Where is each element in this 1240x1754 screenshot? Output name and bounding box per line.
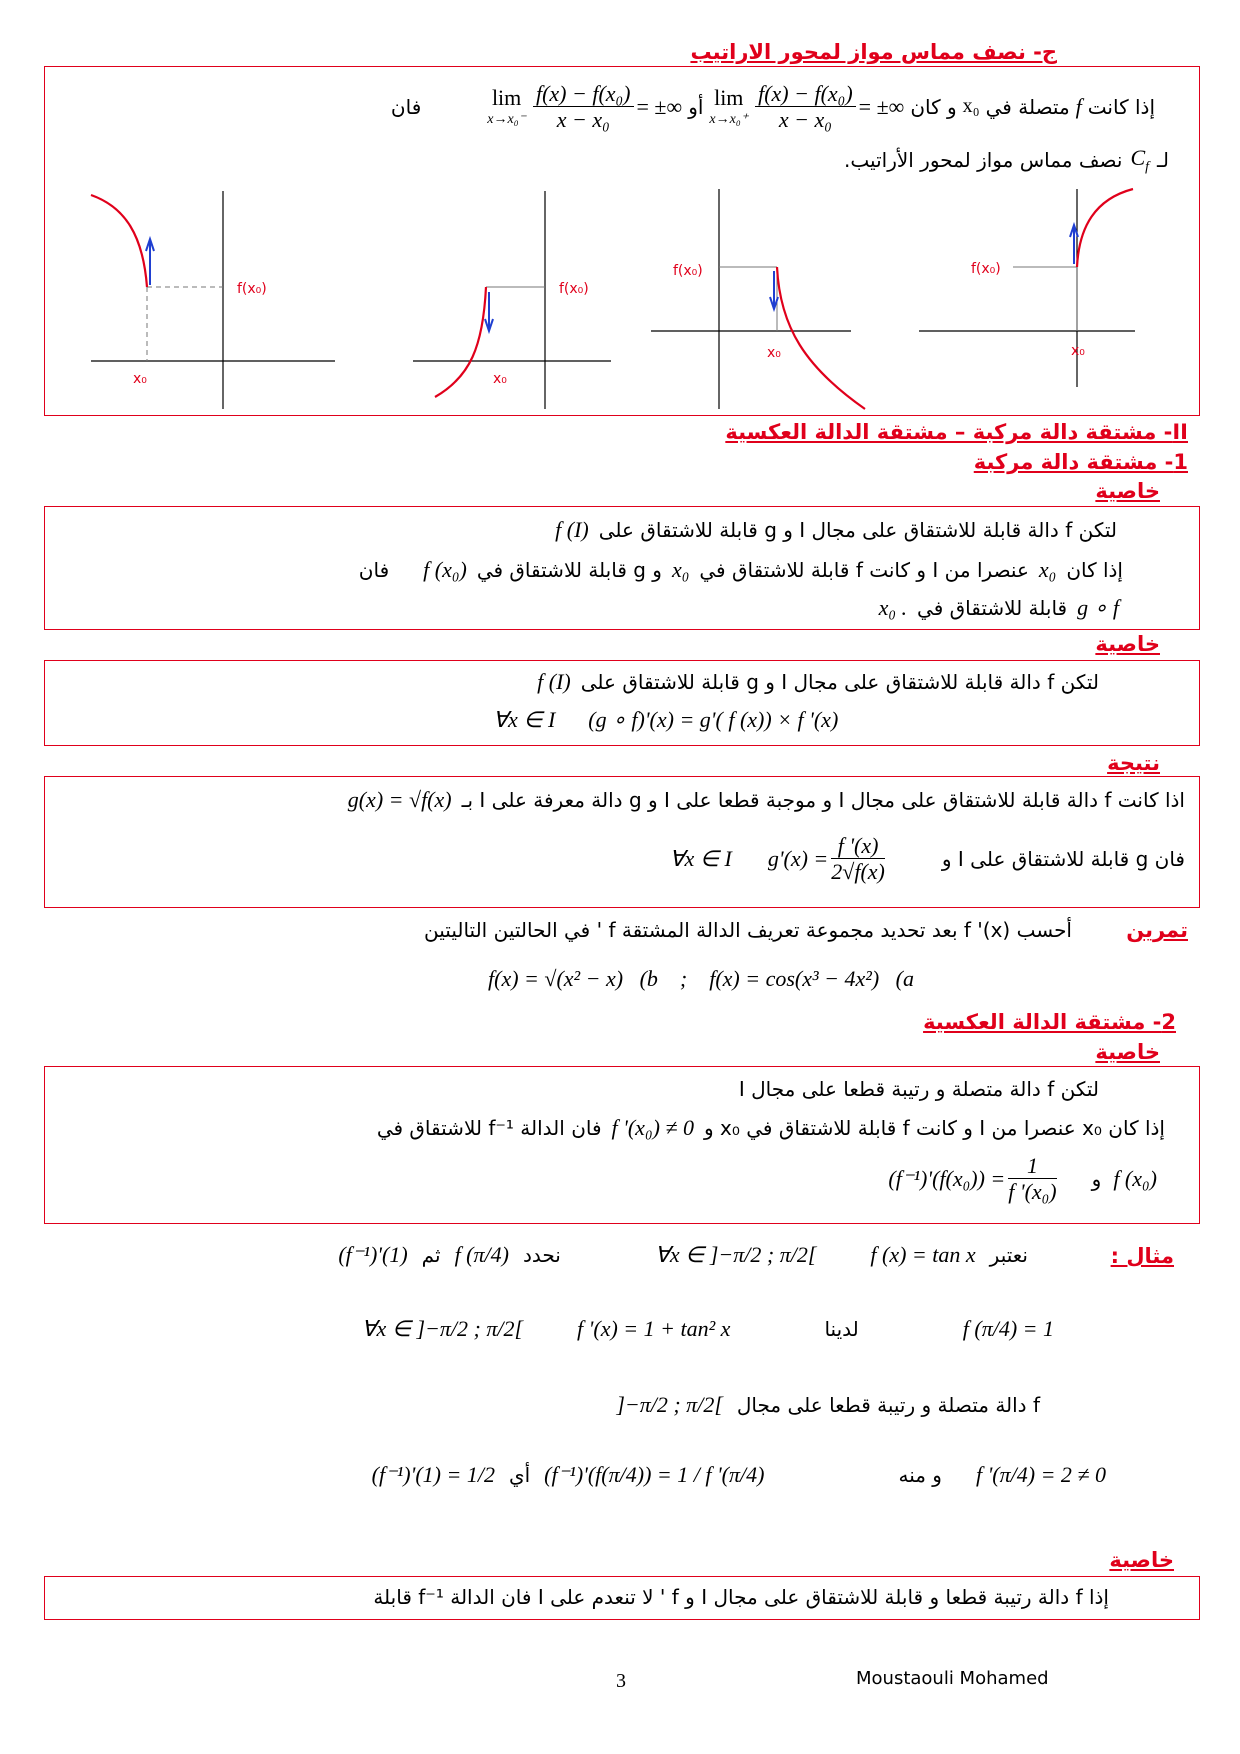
box5-line2-math: f '(x₀) ≠ 0: [611, 1115, 694, 1140]
graph-b: [413, 191, 611, 409]
box1-line2-post: نصف مماس مواز لمحور الأراتيب.: [844, 148, 1123, 173]
property-heading-1: خاصية: [1095, 479, 1160, 503]
box1-f: f: [1075, 93, 1082, 119]
box2-line1-text: لتكن f دالة قابلة للاشتقاق على مجال I و g قابلة للاشتقاق على: [598, 518, 1117, 542]
box1-and: و كان: [910, 94, 957, 119]
property-heading-3: خاصية: [1095, 1040, 1160, 1064]
ex-we-have: لدينا: [824, 1317, 859, 1341]
box2-line2-mid: عنصرا من I و كانت f قابلة للاشتقاق في: [699, 558, 1029, 582]
box4-lhs: g'(x) =: [767, 845, 829, 871]
cf-sub: f: [1145, 159, 1150, 175]
example-row4: [372, 1462, 1106, 1488]
frac-num: f(x) − f(x₀): [755, 81, 856, 107]
ex-consider: نعتبر: [989, 1243, 1028, 1267]
box3-formula: ∀x ∈ I (g ∘ f)'(x) = g'( f (x)) × f '(x): [493, 707, 839, 732]
box4-forall: ∀x ∈ I: [669, 845, 732, 871]
box4-line2: [670, 833, 1186, 885]
graph-d-fx0: f(x₀): [971, 261, 1001, 277]
lim-sub-minus: x→x₀⁻: [487, 112, 526, 128]
box-property-last: [44, 1576, 1200, 1620]
box2-line3-text: قابلة للاشتقاق في: [917, 596, 1068, 620]
graph-d-curve: [1077, 189, 1133, 267]
box1-cont: متصلة في: [985, 94, 1070, 119]
ex-determine: نحدد: [522, 1243, 561, 1267]
section-2-heading: II- مشتقة دالة مركبة – مشتقة الدالة العكسية: [725, 420, 1188, 444]
author-name: Moustaouli Mohamed: [856, 1668, 1049, 1689]
ex-fprime: f '(x) = 1 + tan² x: [577, 1316, 731, 1341]
box3-line1-text: لتكن f دالة قابلة للاشتقاق على مجال I و g قابلة للاشتقاق على: [580, 670, 1099, 694]
limit-value: = ±∞: [858, 93, 905, 119]
graph-b-x0: x₀: [493, 371, 507, 387]
box-property-1: [44, 506, 1200, 630]
box5-fx0: f (x₀): [1113, 1165, 1157, 1191]
exercise-text: أحسب f '(x) بعد تحديد مجموعة تعريف الدالة المشتقة f ' في الحالتين التاليتين: [424, 918, 1072, 942]
box4-formula: [670, 833, 888, 885]
subsection-1-heading: 1- مشتقة دالة مركبة: [973, 450, 1188, 474]
graph-c-x0: x₀: [767, 345, 781, 361]
result-heading: نتيجة: [1107, 751, 1160, 775]
example-row2: [362, 1316, 1055, 1342]
last-property-text: إذا f دالة رتيبة قطعا و قابلة للاشتقاق على مجال I و f ' لا تنعدم على I فان الدالة f⁻¹ قابلة: [373, 1585, 1109, 1609]
box1-x0: x₀: [962, 95, 980, 118]
box3-line1: [537, 669, 1099, 695]
ex-forall2: ∀x ∈ ]−π/2 ; π/2[: [361, 1316, 524, 1341]
box4-line1-math: g(x) = √f(x): [347, 787, 452, 812]
ex-final: (f⁻¹)'(1) = 1/2: [371, 1462, 495, 1487]
box5-line1: لتكن f دالة متصلة و رتيبة قطعا على مجال I: [738, 1077, 1099, 1101]
graph-c-curve: [777, 267, 865, 409]
box1-line2-pre: لـ: [1157, 148, 1169, 173]
box2-line1-math: f (I): [555, 517, 589, 542]
exercise-heading: تمرين: [1126, 918, 1188, 942]
ex-f-cont: f دالة متصلة و رتيبة قطعا على مجال: [736, 1393, 1040, 1417]
example-row1: [338, 1242, 1028, 1268]
graph-a-curve: [91, 195, 147, 287]
graph-c-fx0: f(x₀): [673, 263, 703, 279]
ex-fprime-val: f '(π/4) = 2 ≠ 0: [975, 1462, 1106, 1487]
box-property-2: [44, 660, 1200, 746]
box1-intro: إذا كانت: [1087, 94, 1155, 119]
box-inverse-derivative: [44, 1066, 1200, 1224]
box2-x0b: x₀: [671, 557, 690, 582]
box-result: [44, 776, 1200, 908]
ex-finv1: (f⁻¹)'(1): [338, 1242, 408, 1267]
ex-then: ثم: [421, 1243, 441, 1267]
box5-formula: [888, 1153, 1059, 1205]
box2-fx0: f (x₀): [423, 557, 467, 582]
box5-line2-a: إذا كان x₀ عنصرا من I و كانت f قابلة للاشتقاق في x₀ و: [704, 1116, 1165, 1140]
box4-line2-text: فان g قابلة للاشتقاق على I و: [941, 846, 1185, 871]
box2-line3: [879, 595, 1119, 621]
graph-a-fx0: f(x₀): [237, 281, 267, 297]
ex-hence: و منه: [898, 1463, 942, 1487]
box5-line2: [377, 1115, 1165, 1141]
box1-or: أو: [688, 94, 704, 119]
box4-num: f '(x): [831, 833, 885, 859]
box2-if: إذا كان: [1066, 558, 1123, 582]
box-vertical-tangent: [44, 66, 1200, 416]
frac-num: f(x) − f(x₀): [533, 81, 634, 107]
box2-then: فان: [358, 558, 390, 582]
box4-line1: [348, 787, 1185, 813]
graphs-panel: [45, 67, 1201, 417]
ex-interval: ]−π/2 ; π/2[: [616, 1392, 723, 1417]
example-row3: [616, 1392, 1040, 1418]
box2-line3-x0: x₀ .: [878, 595, 908, 620]
box5-and: و: [1091, 1166, 1102, 1191]
lim-word: lim: [714, 85, 744, 111]
ex-f-pi4-eq: f (π/4) = 1: [962, 1316, 1054, 1341]
box5-line2-b: فان الدالة f⁻¹ للاشتقاق في: [376, 1116, 602, 1140]
ex-f-tan: f (x) = tan x: [870, 1242, 976, 1267]
box2-gof: g ∘ f: [1077, 595, 1119, 620]
box5-lhs: (f⁻¹)'(f(x₀)) =: [888, 1165, 1006, 1191]
subsection-2-heading: 2- مشتقة الدالة العكسية: [923, 1010, 1176, 1034]
box3-line1-math: f (I): [537, 669, 571, 694]
graph-a: [91, 191, 335, 409]
ex-forall: ∀x ∈ ]−π/2 ; π/2[: [654, 1242, 817, 1267]
exercise-cases: f(x) = √(x² − x) (b ; f(x) = cos(x³ − 4x²) (a: [488, 966, 914, 991]
box4-line1-text: اذا كانت f دالة قابلة للاشتقاق على مجال I و موجبة قطعا على I و g دالة معرفة على I بـ: [461, 788, 1185, 812]
box2-line2-g: و g قابلة للاشتقاق في: [476, 558, 662, 582]
box2-x0: x₀: [1038, 557, 1057, 582]
frac-den: x − x₀: [778, 107, 832, 133]
box1-then: فان: [390, 94, 422, 119]
property-heading-4: خاصية: [1109, 1548, 1174, 1572]
box2-line1: [555, 517, 1117, 543]
cf-letter: C: [1130, 145, 1146, 170]
graph-b-curve: [435, 287, 486, 397]
graph-d: [919, 189, 1135, 387]
frac-den: x − x₀: [556, 107, 610, 133]
lim-sub-plus: x→x₀⁺: [709, 112, 749, 128]
ex-finv-eq: (f⁻¹)'(f(π/4)) = 1 / f '(π/4): [544, 1462, 765, 1487]
limit-value: = ±∞: [636, 93, 683, 119]
property-heading-2: خاصية: [1095, 632, 1160, 656]
box4-den: 2√f(x): [831, 859, 885, 885]
graph-d-x0: x₀: [1071, 343, 1085, 359]
ex-meaning: أي: [508, 1463, 531, 1487]
box5-num: 1: [1008, 1153, 1056, 1179]
section-c-heading: ج- نصف مماس مواز لمحور الاراتيب: [690, 40, 1057, 64]
example-heading: مثال :: [1110, 1244, 1174, 1268]
page-number: 3: [616, 1670, 626, 1692]
graph-a-x0: x₀: [133, 371, 147, 387]
graph-b-fx0: f(x₀): [559, 281, 589, 297]
graph-c: [651, 189, 865, 409]
box5-den: f '(x₀): [1008, 1179, 1057, 1205]
lim-word: lim: [491, 85, 522, 111]
box5-line3: [888, 1153, 1157, 1205]
ex-f-pi4: f (π/4): [454, 1242, 509, 1267]
box2-line2: [359, 557, 1123, 583]
